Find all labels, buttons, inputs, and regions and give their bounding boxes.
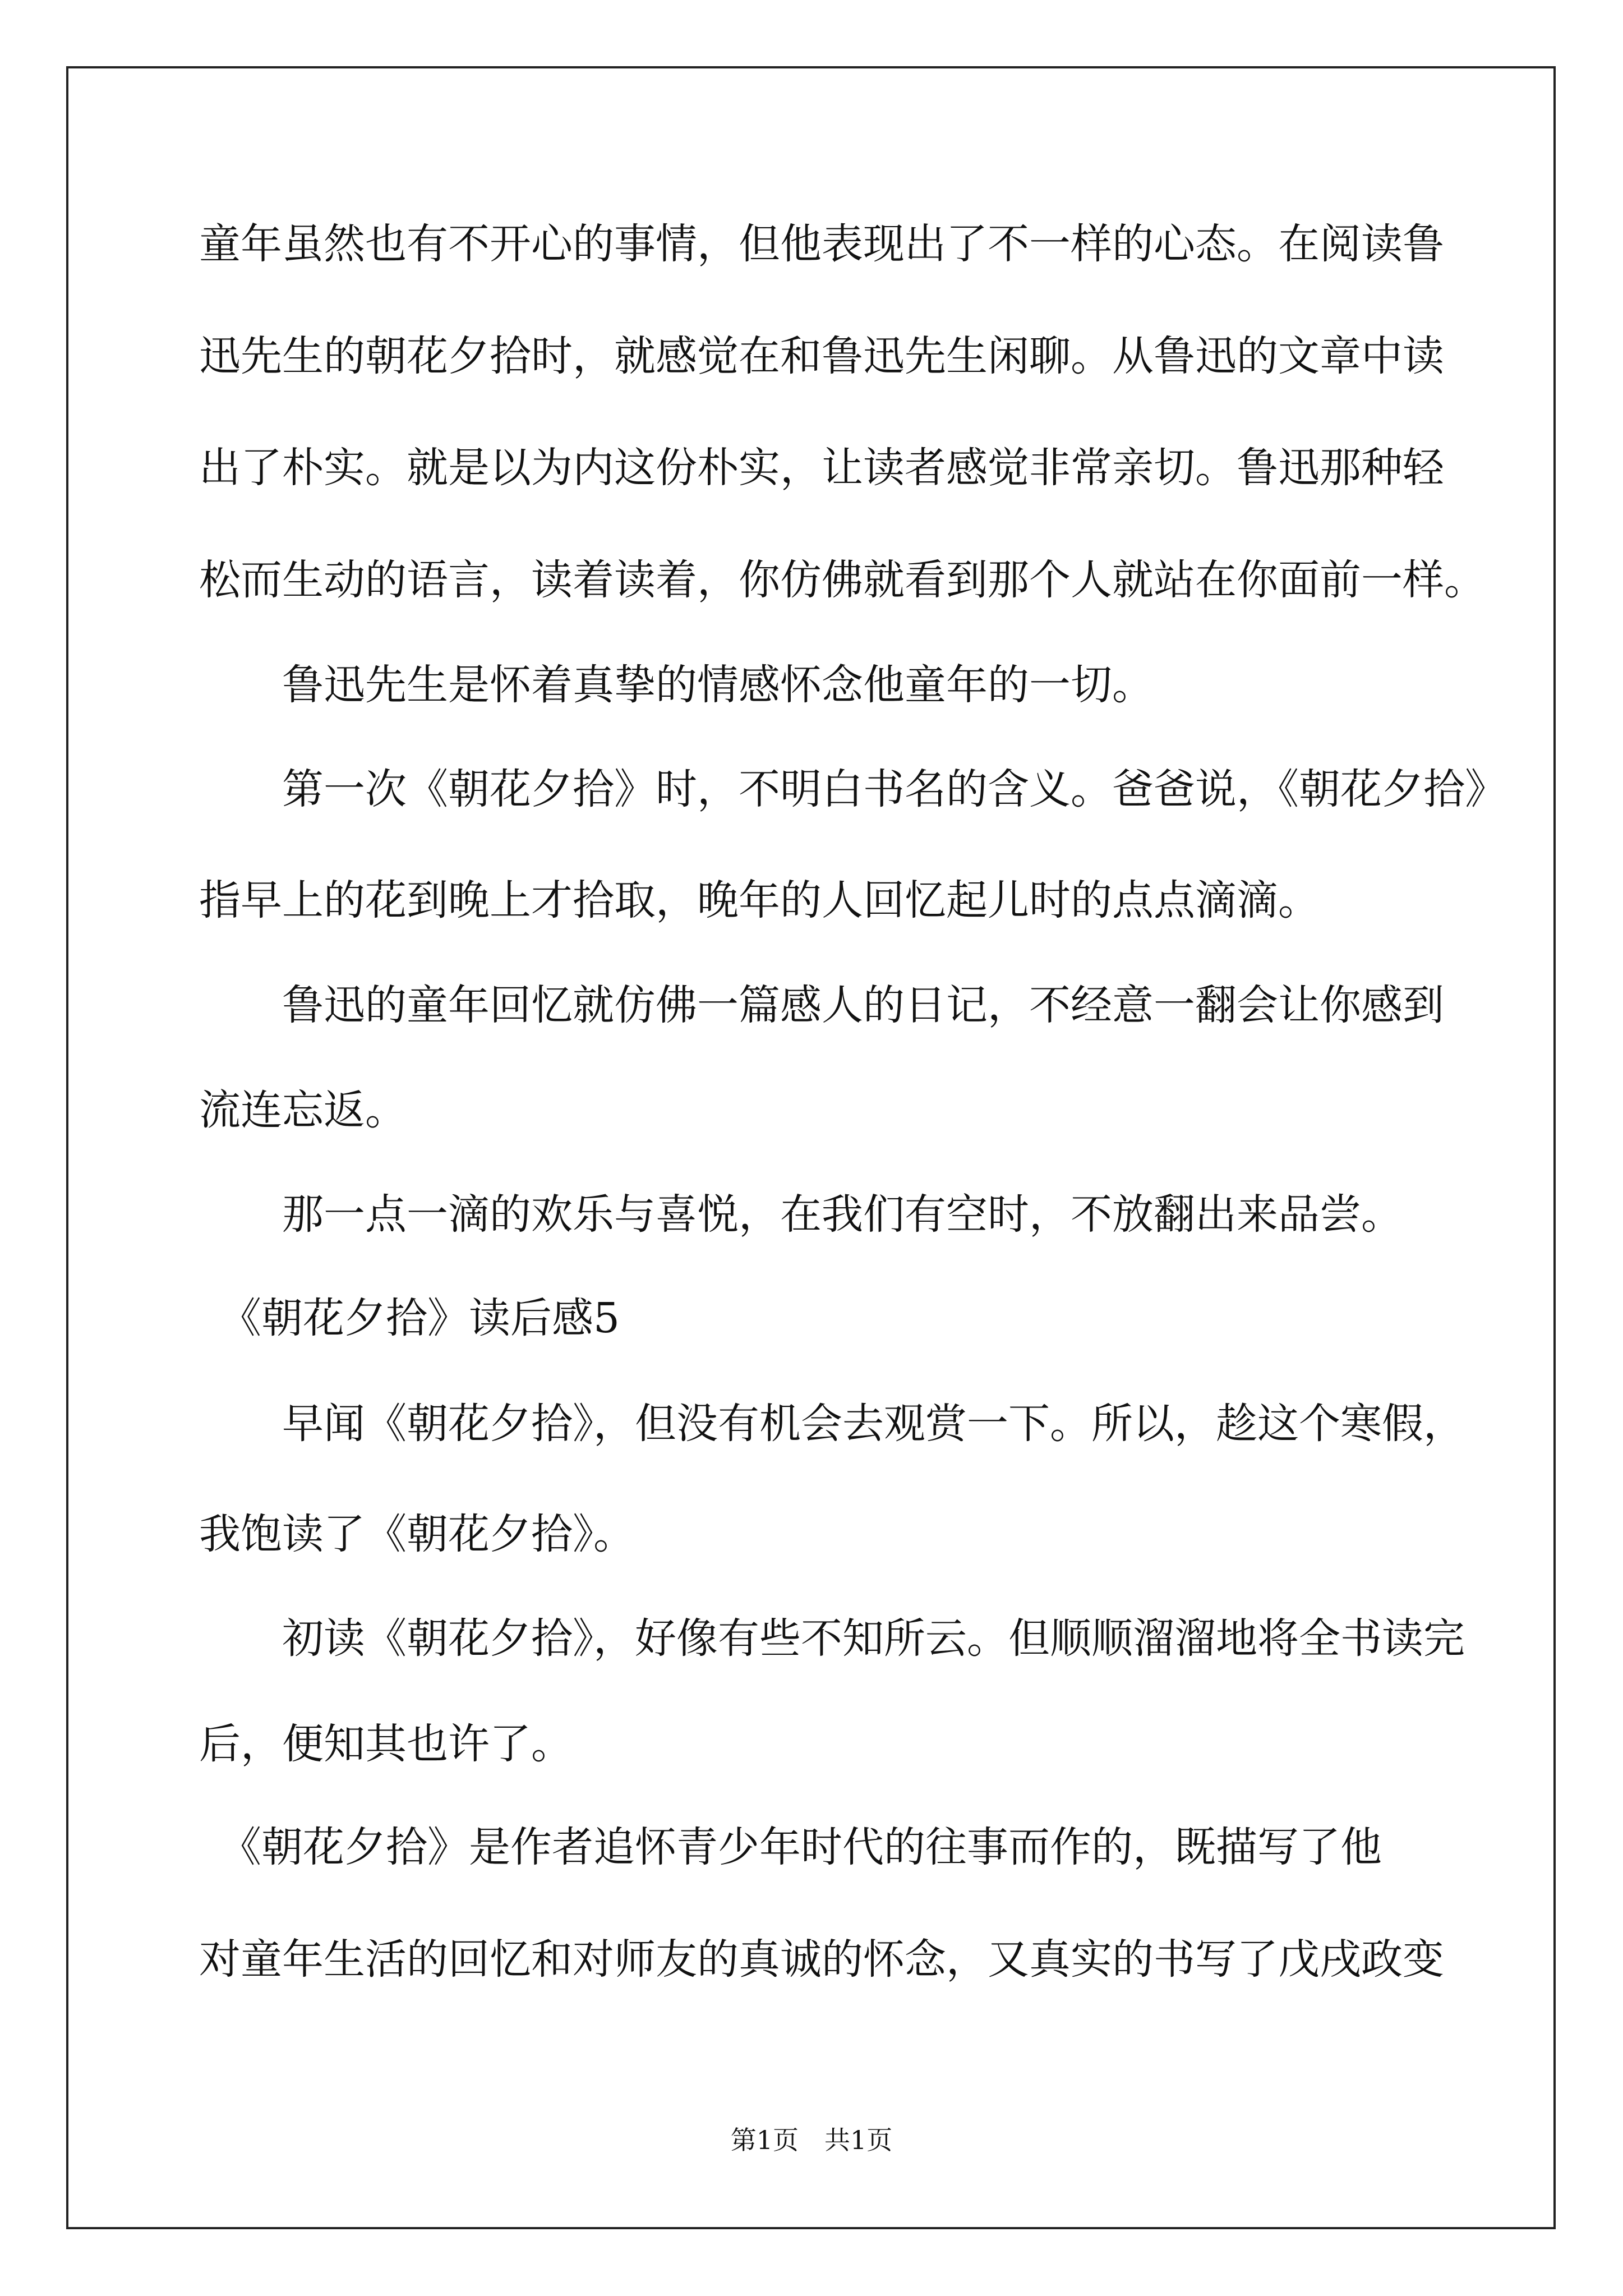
text-line: 流连忘返。 bbox=[199, 1086, 407, 1134]
text-line: 松而生动的语言，读着读着，你仿佛就看到那个人就站在你面前一样。 bbox=[199, 556, 1486, 604]
text-line: 鲁迅先生是怀着真挚的情感怀念他童年的一切。 bbox=[199, 661, 1154, 709]
text-line: 鲁迅的童年回忆就仿佛一篇感人的日记，不经意一翻会让你感到 bbox=[199, 981, 1444, 1029]
text-line: 我饱读了《朝花夕拾》。 bbox=[199, 1510, 635, 1558]
text-line: 后，便知其也许了。 bbox=[199, 1720, 573, 1768]
text-line: 那一点一滴的欢乐与喜悦，在我们有空时，不放翻出来品尝。 bbox=[199, 1190, 1403, 1239]
page-border bbox=[66, 66, 1556, 2229]
text-line: 《朝花夕拾》是作者追怀青少年时代的往事而作的，既描写了他 bbox=[199, 1823, 1382, 1871]
text-line: 出了朴实。就是以为内这份朴实，让读者感觉非常亲切。鲁迅那种轻 bbox=[199, 444, 1444, 492]
text-line: 初读《朝花夕拾》，好像有些不知所云。但顺顺溜溜地将全书读完 bbox=[199, 1614, 1465, 1663]
text-line: 早闻《朝花夕拾》，但没有机会去观赏一下。所以，趁这个寒假， bbox=[199, 1400, 1465, 1448]
text-line: 迅先生的朝花夕拾时，就感觉在和鲁迅先生闲聊。从鲁迅的文章中读 bbox=[199, 332, 1444, 380]
text-line: 童年虽然也有不开心的事情，但他表现出了不一样的心态。在阅读鲁 bbox=[199, 220, 1444, 268]
page-footer: 第1页 共1页 bbox=[730, 2125, 893, 2155]
text-line: 第一次《朝花夕拾》时，不明白书名的含义。爸爸说，《朝花夕拾》 bbox=[199, 765, 1506, 813]
section-heading: 《朝花夕拾》读后感5 bbox=[199, 1294, 620, 1342]
text-line: 对童年生活的回忆和对师友的真诚的怀念，又真实的书写了戊戌政变 bbox=[199, 1935, 1444, 1984]
text-line: 指早上的花到晚上才拾取，晚年的人回忆起儿时的点点滴滴。 bbox=[199, 876, 1320, 924]
